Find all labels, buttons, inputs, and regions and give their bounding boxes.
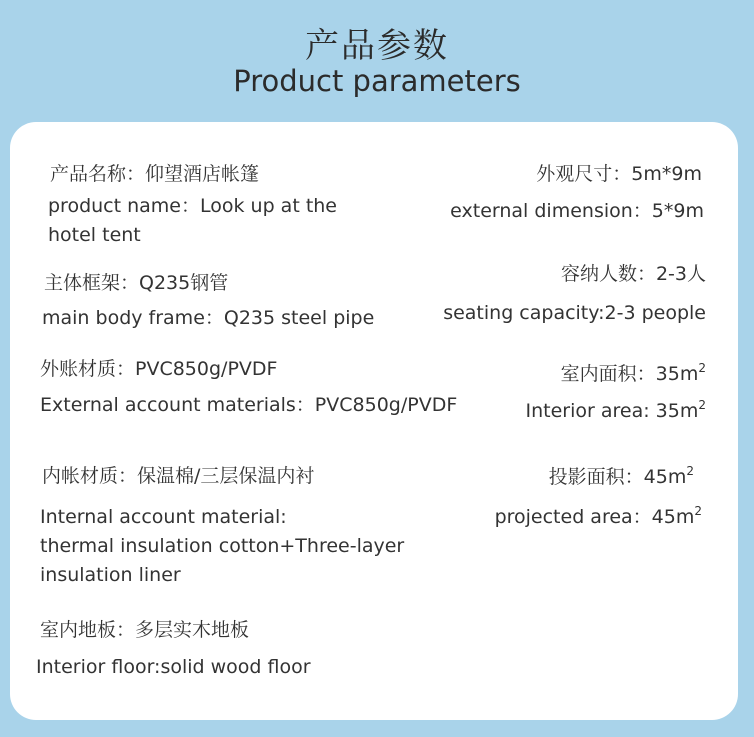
superscript-2: 2 (698, 361, 706, 375)
superscript-2: 2 (694, 504, 702, 518)
inner-material-cn: 内帐材质：保温棉/三层保温内衬 (42, 465, 315, 487)
interior-area-cn-text: 室内面积：35m (560, 363, 699, 385)
interior-area-cn (561, 360, 706, 389)
projected-area-en-text: projected area：45m (494, 506, 695, 528)
dimension-cn: 外观尺寸：5m*9m (536, 163, 702, 185)
superscript-2: 2 (686, 464, 694, 478)
product-name-cn: 产品名称：仰望酒店帐篷 (50, 163, 260, 185)
projected-area-en (495, 503, 702, 532)
outer-material-cn: 外账材质：PVC850g/PVDF (40, 358, 278, 380)
product-name-en-line1: product name：Look up at the (48, 195, 337, 217)
floor-cn: 室内地板：多层实木地板 (40, 619, 250, 641)
capacity-cn: 容纳人数：2-3人 (560, 263, 706, 285)
projected-area-cn (549, 463, 694, 492)
superscript-2: 2 (698, 398, 706, 412)
floor-en: Interior floor:solid wood floor (36, 656, 311, 678)
frame-en: main body frame：Q235 steel pipe (42, 307, 375, 329)
capacity-en: seating capacity:2-3 people (443, 302, 706, 324)
frame-cn: 主体框架：Q235钢管 (44, 272, 229, 294)
inner-material-en-line1: Internal account material: (40, 506, 287, 528)
product-name-en-line2: hotel tent (48, 224, 141, 246)
interior-area-en (526, 397, 707, 426)
inner-material-en-line3: insulation liner (40, 564, 181, 586)
page-title-chinese: 产品参数 (305, 26, 449, 66)
interior-area-en-text: Interior area: 35m (525, 400, 699, 422)
inner-material-en-line2: thermal insulation cotton+Three-layer (40, 535, 405, 557)
outer-material-en: External account materials：PVC850g/PVDF (40, 394, 458, 416)
projected-area-cn-text: 投影面积：45m (548, 466, 687, 488)
parameters-card (10, 122, 738, 720)
dimension-en: external dimension：5*9m (450, 200, 704, 222)
page-title-english: Product parameters (233, 64, 521, 98)
